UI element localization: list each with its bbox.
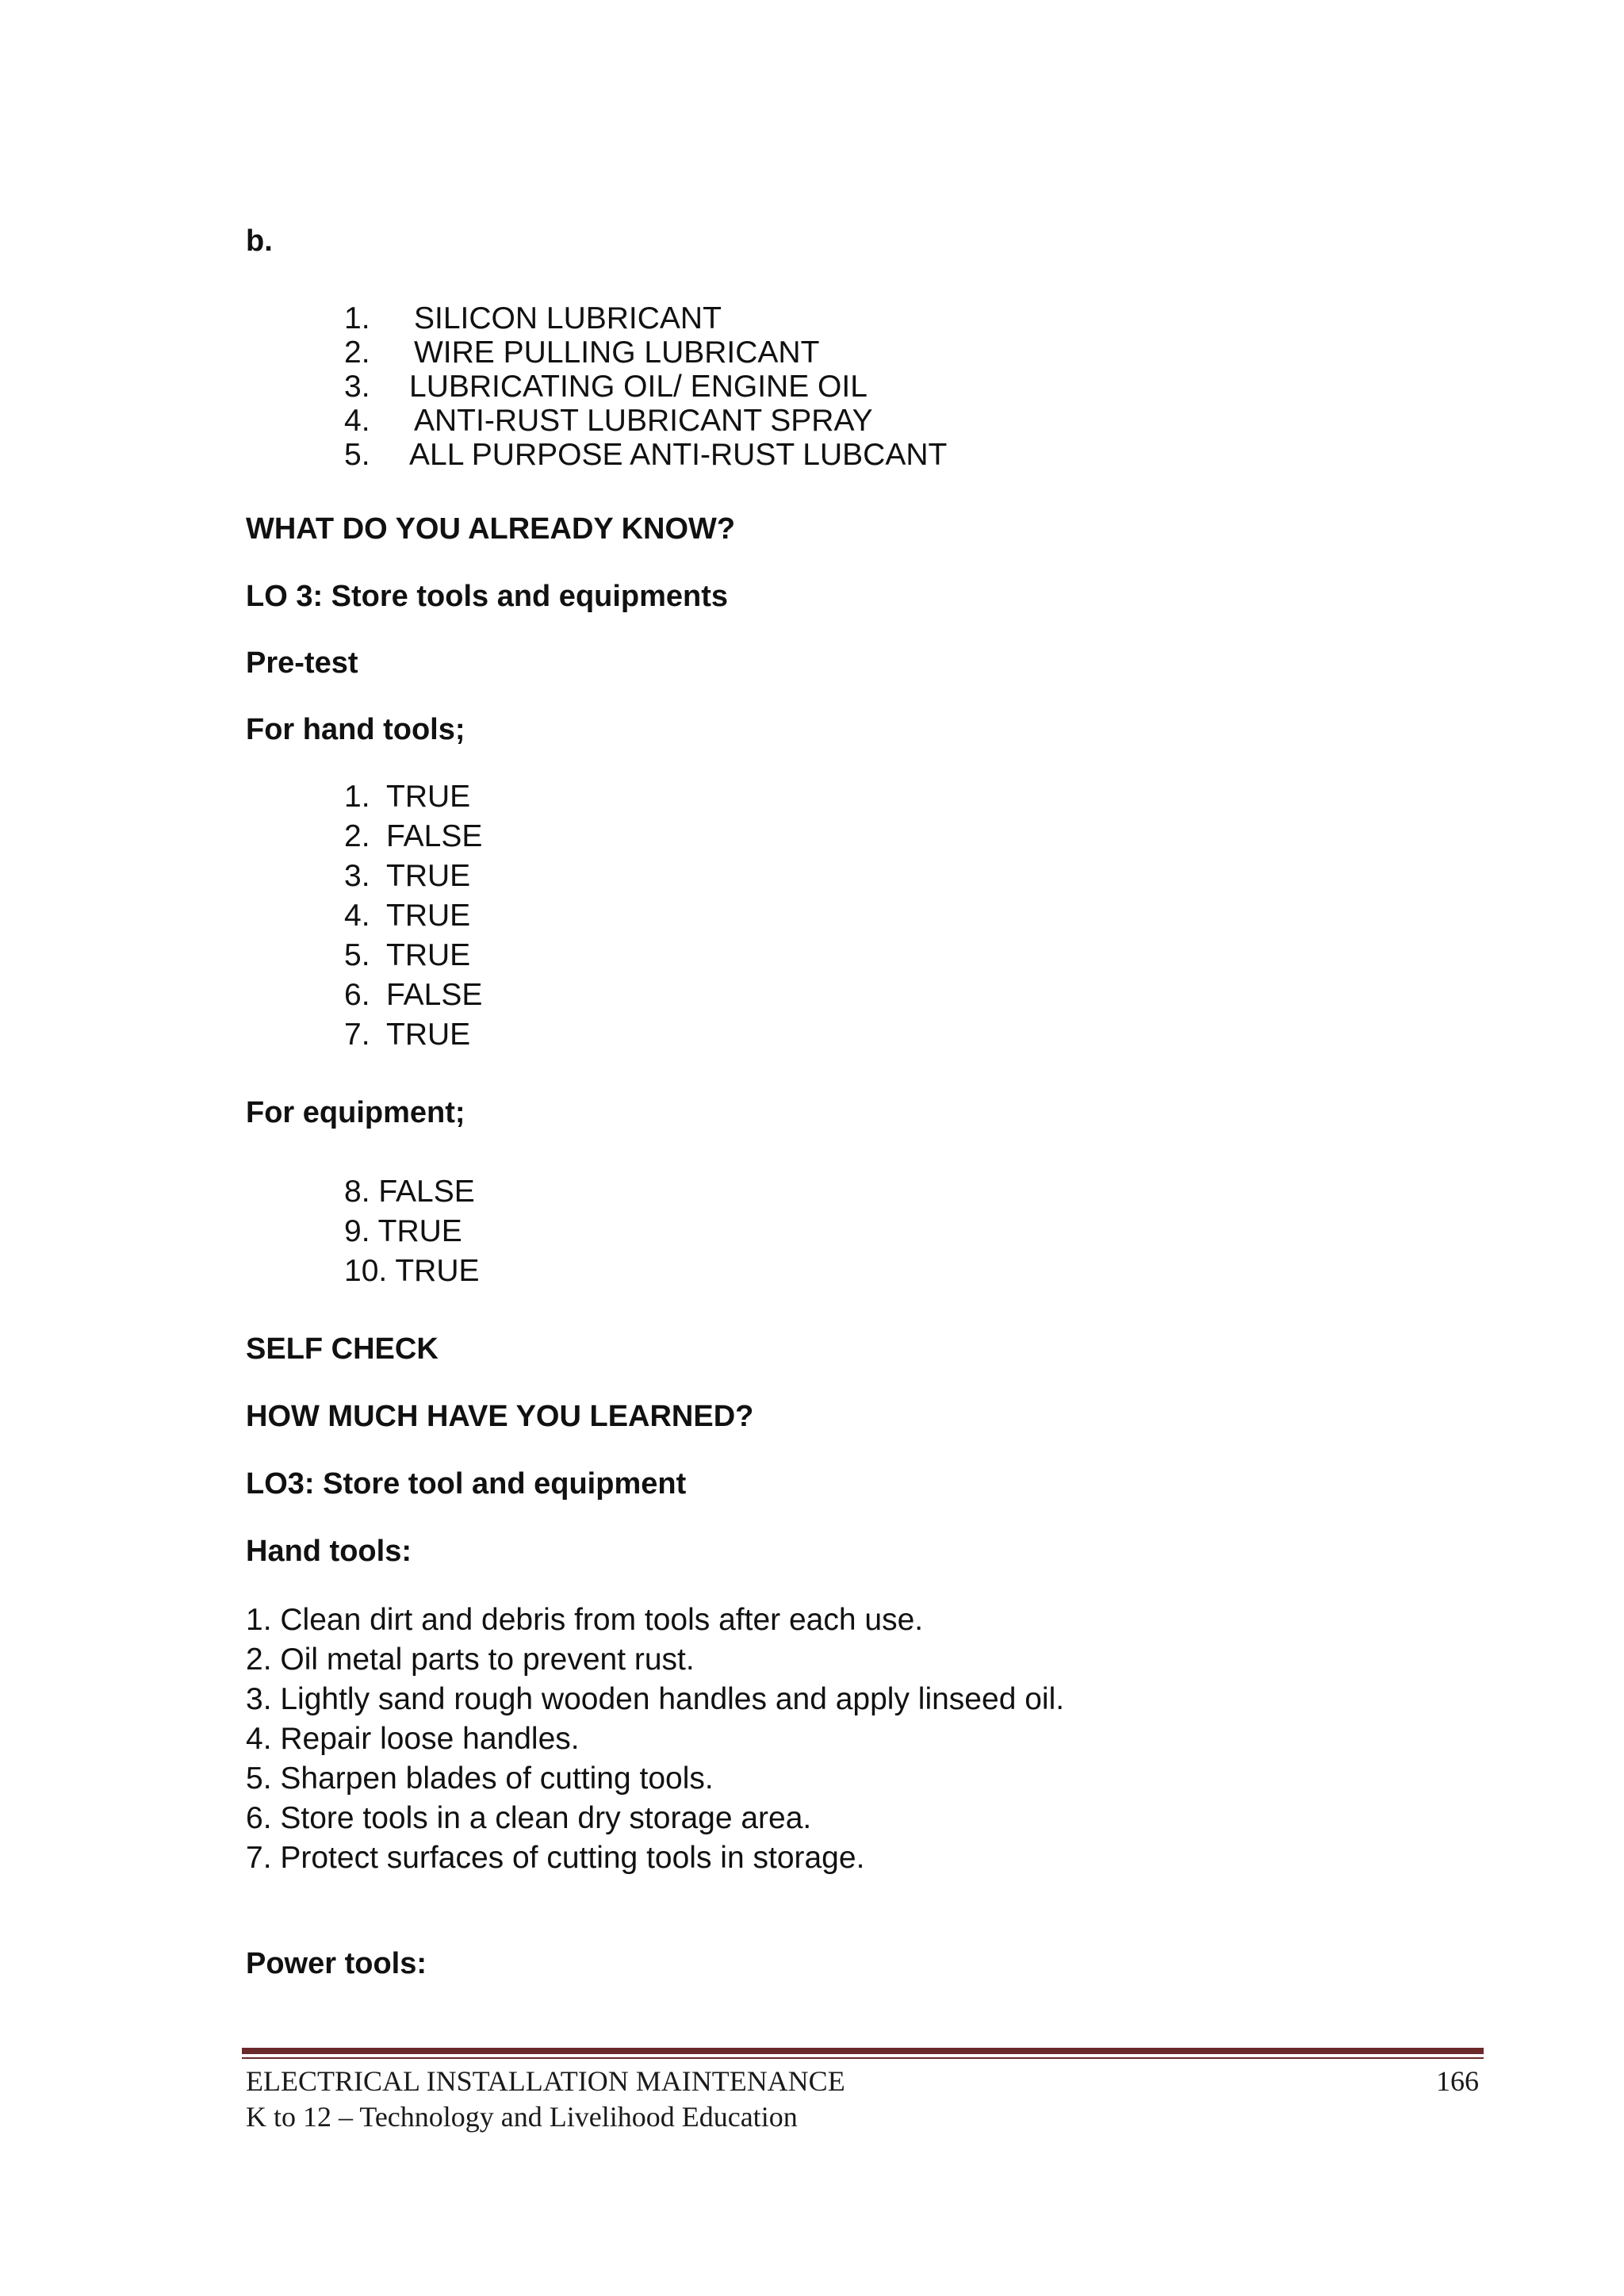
answer-number: 3.	[344, 859, 370, 893]
answer-text: TRUE	[386, 1018, 471, 1052]
page-number: 166	[1436, 2065, 1479, 2097]
heading-hand-tools-colon: Hand tools:	[246, 1535, 412, 1568]
list-item: 7. Protect surfaces of cutting tools in storage.	[246, 1841, 865, 1875]
heading-equipment: For equipment;	[246, 1096, 465, 1129]
answer-number: 6.	[344, 978, 370, 1012]
answer-item: 8. FALSE	[344, 1175, 475, 1209]
heading-how-much: HOW MUCH HAVE YOU LEARNED?	[246, 1400, 754, 1433]
list-item: 5. Sharpen blades of cutting tools.	[246, 1761, 714, 1796]
list-item: 2. Oil metal parts to prevent rust.	[246, 1642, 695, 1677]
list-item-text: SILICON LUBRICANT	[414, 301, 722, 335]
footer-title: ELECTRICAL INSTALLATION MAINTENANCE	[246, 2065, 845, 2097]
heading-what-know: WHAT DO YOU ALREADY KNOW?	[246, 512, 736, 546]
heading-hand-tools: For hand tools;	[246, 713, 465, 746]
list-item: 4. Repair loose handles.	[246, 1722, 580, 1756]
answer-number: 7.	[344, 1018, 370, 1052]
list-item-number: 3.	[344, 370, 370, 404]
footer-subtitle: K to 12 – Technology and Livelihood Education	[246, 2101, 798, 2133]
answer-number: 5.	[344, 938, 370, 972]
list-item: 3. Lightly sand rough wooden handles and apply linseed oil.	[246, 1682, 1065, 1716]
answer-text: TRUE	[386, 899, 471, 933]
list-item-number: 2.	[344, 335, 370, 370]
section-marker: b.	[246, 224, 273, 258]
heading-self-check: SELF CHECK	[246, 1332, 439, 1366]
heading-lo3: LO 3: Store tools and equipments	[246, 580, 729, 613]
list-item: 1. Clean dirt and debris from tools after each use.	[246, 1603, 924, 1637]
heading-pretest: Pre-test	[246, 646, 358, 680]
answer-number: 1.	[344, 780, 370, 814]
list-item-text: ALL PURPOSE ANTI-RUST LUBCANT	[409, 438, 948, 472]
answer-text: FALSE	[386, 978, 483, 1012]
answer-number: 4.	[344, 899, 370, 933]
footer-rule-thick	[242, 2048, 1484, 2054]
list-item-number: 1.	[344, 301, 370, 335]
answer-item: 9. TRUE	[344, 1214, 462, 1248]
answer-text: TRUE	[386, 780, 471, 814]
footer-rule-thin	[242, 2057, 1484, 2059]
answer-item: 10. TRUE	[344, 1254, 480, 1288]
answer-number: 2.	[344, 819, 370, 853]
list-item-text: LUBRICATING OIL/ ENGINE OIL	[409, 370, 868, 404]
heading-power-tools: Power tools:	[246, 1947, 427, 1980]
list-item-number: 5.	[344, 438, 370, 472]
answer-text: TRUE	[386, 938, 471, 972]
answer-text: TRUE	[386, 859, 471, 893]
answer-text: FALSE	[386, 819, 483, 853]
list-item-text: WIRE PULLING LUBRICANT	[414, 335, 820, 370]
list-item-text: ANTI-RUST LUBRICANT SPRAY	[414, 404, 873, 438]
heading-lo3-store: LO3: Store tool and equipment	[246, 1467, 687, 1501]
list-item-number: 4.	[344, 404, 370, 438]
list-item: 6. Store tools in a clean dry storage area.	[246, 1801, 812, 1835]
